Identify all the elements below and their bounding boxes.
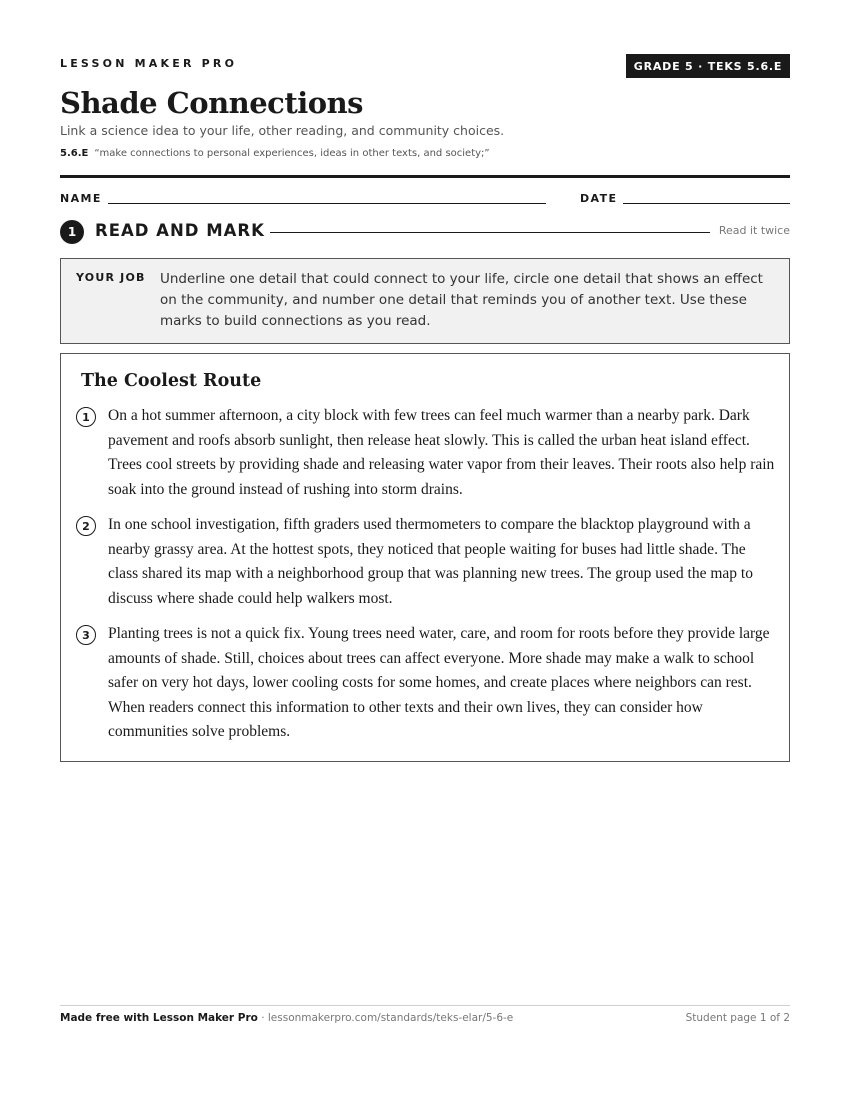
name-field[interactable] (108, 203, 546, 204)
footer-page-number: Student page 1 of 2 (685, 1012, 790, 1024)
paragraph-text: Planting trees is not a quick fix. Young trees need water, care, and room for roots before they provide large amounts of shade. Still, choices about trees can affect everyone. More shade may make a walk to school safer on very hot days, lower cooling costs for some homes, and create places where neighbors can rest. When readers connect this information to other texts and their own lives, they can consider how communities solve problems. (108, 625, 770, 740)
standard-line (60, 148, 490, 159)
standard-code: 5.6.E (60, 148, 89, 159)
job-label: YOUR JOB (76, 271, 146, 284)
section-number-badge: 1 (60, 220, 84, 244)
passage-box (60, 353, 790, 762)
page-subtitle: Link a science idea to your life, other reading, and community choices. (60, 123, 505, 138)
paragraph-number: 3 (76, 625, 96, 645)
header-divider (60, 175, 790, 178)
section-title: READ AND MARK (95, 221, 265, 240)
paragraph-text: In one school investigation, fifth graders used thermometers to compare the blacktop playground with a nearby grassy area. At the hottest spots, they noticed that people waiting for buses had little shade. The class shared its map with a neighborhood group that was planning new trees. The group used the map to discuss where shade could help walkers most. (108, 516, 753, 607)
paragraph-text: On a hot summer afternoon, a city block with few trees can feel much warmer than a nearby park. Dark pavement and roofs absorb sunlight, then release heat slowly. This is called the urban heat island effect. Trees cool streets by providing shade and releasing water vapor from their leaves. Their roots also help rain soak into the ground instead of rushing into storm drains. (108, 407, 775, 498)
footer-made-with: Made free with Lesson Maker Pro (60, 1012, 258, 1024)
passage-title: The Coolest Route (81, 371, 262, 391)
footer-url[interactable]: lessonmakerpro.com/standards/teks-elar/5-6-e (267, 1012, 514, 1024)
name-label: NAME (60, 192, 102, 205)
job-instructions: Underline one detail that could connect to your life, circle one detail that shows an effect on the community, and number one detail that reminds you of another text. Use these marks to build connections as you read. (160, 271, 763, 329)
job-box (60, 258, 790, 344)
section-divider (270, 232, 710, 233)
footer-credit (60, 1012, 513, 1024)
page-title: Shade Connections (60, 86, 364, 120)
paragraph-number: 2 (76, 516, 96, 536)
brand-name: LESSON MAKER PRO (60, 57, 238, 70)
date-field[interactable] (623, 203, 790, 204)
grade-badge: GRADE 5 · TEKS 5.6.E (626, 54, 790, 78)
date-label: DATE (580, 192, 618, 205)
footer-divider (60, 1005, 790, 1006)
standard-text: “make connections to personal experiences, ideas in other texts, and society;” (94, 148, 490, 159)
footer-separator: · (257, 1012, 268, 1024)
paragraph-number: 1 (76, 407, 96, 427)
section-note: Read it twice (718, 224, 790, 237)
